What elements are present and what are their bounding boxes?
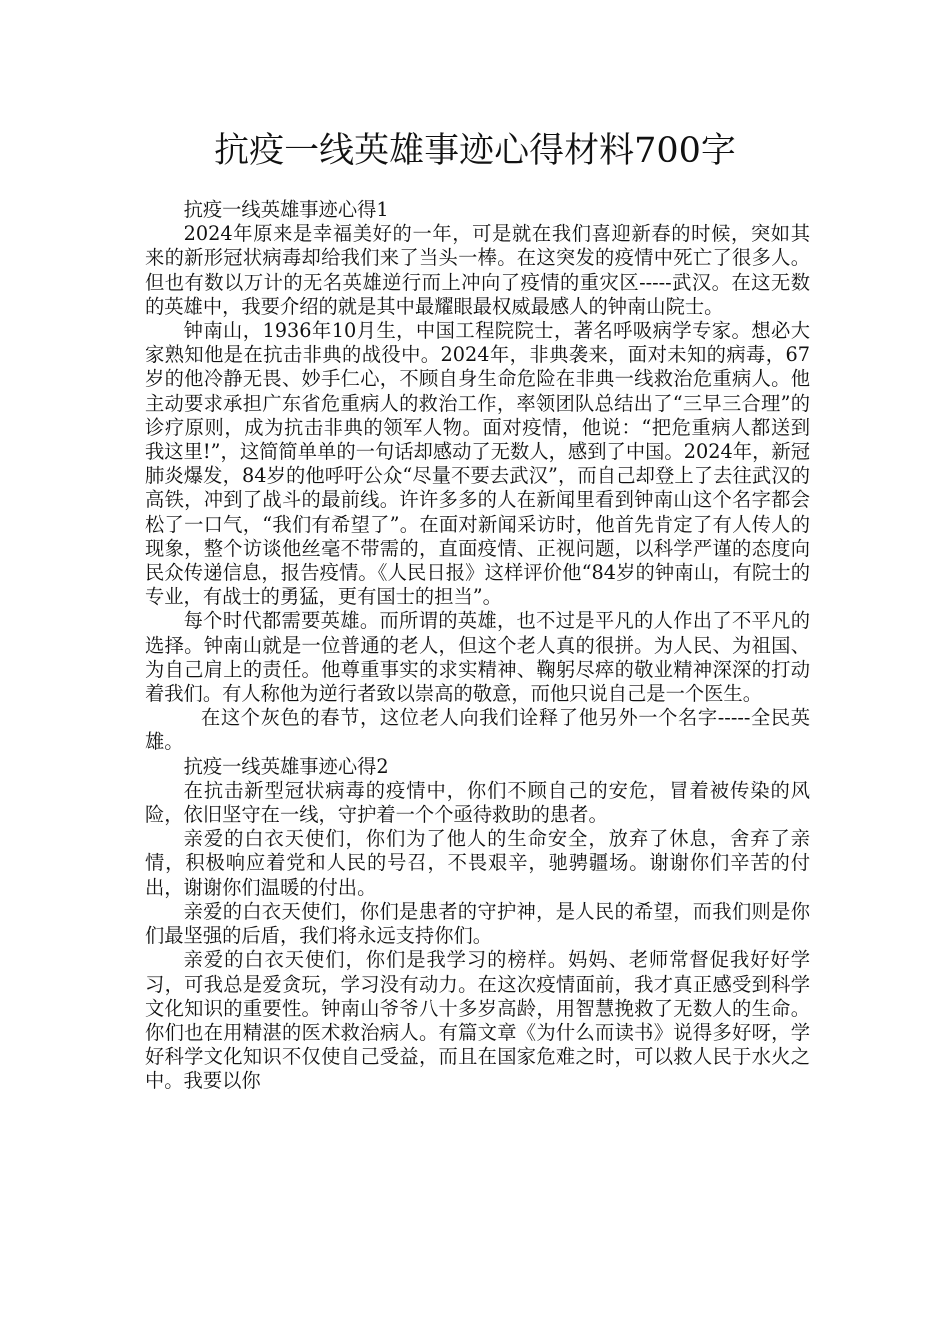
paragraph: 亲爱的白衣天使们，你们是患者的守护神，是人民的希望，而我们则是你们最坚强的后盾，我们将永远支持你们。 xyxy=(145,899,810,948)
paragraph: 在这个灰色的春节，这位老人向我们诠释了他另外一个名字-----全民英雄。 xyxy=(145,706,810,754)
document-title: 抗疫一线英雄事迹心得材料700字 xyxy=(214,131,736,171)
section-heading-1: 抗疫一线英雄事迹心得1 xyxy=(183,198,389,221)
paragraph: 亲爱的白衣天使们，你们为了他人的生命安全，放弃了休息，舍弃了亲情，积极响应着党和人民的号召，不畏艰辛，驰骋疆场。谢谢你们辛苦的付出，谢谢你们温暖的付出。 xyxy=(145,827,810,899)
document-body xyxy=(145,198,810,1094)
paragraph: 2024年原来是幸福美好的一年，可是就在我们喜迎新春的时候，突如其来的新形冠状病毒却给我们来了当头一棒。在这突发的疫情中死亡了很多人。但也有数以万计的无名英雄逆行而上冲向了疫情的重灾区-----武汉。在这无数的英雄中，我要介绍的就是其中最耀眼最权威最感人的钟南山院士。 xyxy=(145,222,810,318)
paragraph: 亲爱的白衣天使们，你们是我学习的榜样。妈妈、老师常督促我好好学习，可我总是爱贪玩，学习没有动力。在这次疫情面前，我才真正感受到科学文化知识的重要性。钟南山爷爷八十多岁高龄，用智慧挽救了无数人的生命。你们也在用精湛的医术救治病人。有篇文章《为什么而读书》说得多好呀，学好科学文化知识不仅使自己受益，而且在国家危难之时，可以救人民于水火之中。我要以你 xyxy=(145,948,810,1093)
paragraph: 在抗击新型冠状病毒的疫情中，你们不顾自己的安危，冒着被传染的风险，依旧坚守在一线，守护着一个个亟待救助的患者。 xyxy=(145,778,810,827)
section-heading-2: 抗疫一线英雄事迹心得2 xyxy=(183,754,389,778)
paragraph: 钟南山，1936年10月生，中国工程院院士，著名呼吸病学专家。想必大家熟知他是在抗击非典的战役中。2024年，非典袭来，面对未知的病毒，67岁的他冷静无畏、妙手仁心，不顾自身生命危险在非典一线救治危重病人。他主动要求承担广东省危重病人的救治工作，率领团队总结出了“三早三合理”的诊疗原则，成为抗击非典的领军人物。面对疫情，他说：“把危重病人都送到我这里!”，这简简单单的一句话却感动了无数人，感到了中国。2024年，新冠肺炎爆发，84岁的他呼吁公众“尽量不要去武汉”，而自己却登上了去往武汉的高铁，冲到了战斗的最前线。许许多多的人在新闻里看到钟南山这个名字都会松了一口气，“我们有希望了”。在面对新闻采访时，他首先肯定了有人传人的现象，整个访谈他丝毫不带需的，直面疫情、正视问题，以科学严谨的态度向民众传递信息，报告疫情。《人民日报》这样评价他“84岁的钟南山，有院士的专业，有战士的勇猛，更有国士的担当”。 xyxy=(145,319,810,609)
paragraph: 每个时代都需要英雄。而所谓的英雄，也不过是平凡的人作出了不平凡的选择。钟南山就是一位普通的老人，但这个老人真的很拼。为人民、为祖国、为自己肩上的责任。他尊重事实的求实精神、鞠躬尽瘁的敬业精神深深的打动着我们。有人称他为逆行者致以崇高的敬意，而他只说自己是一个医生。 xyxy=(145,609,810,706)
